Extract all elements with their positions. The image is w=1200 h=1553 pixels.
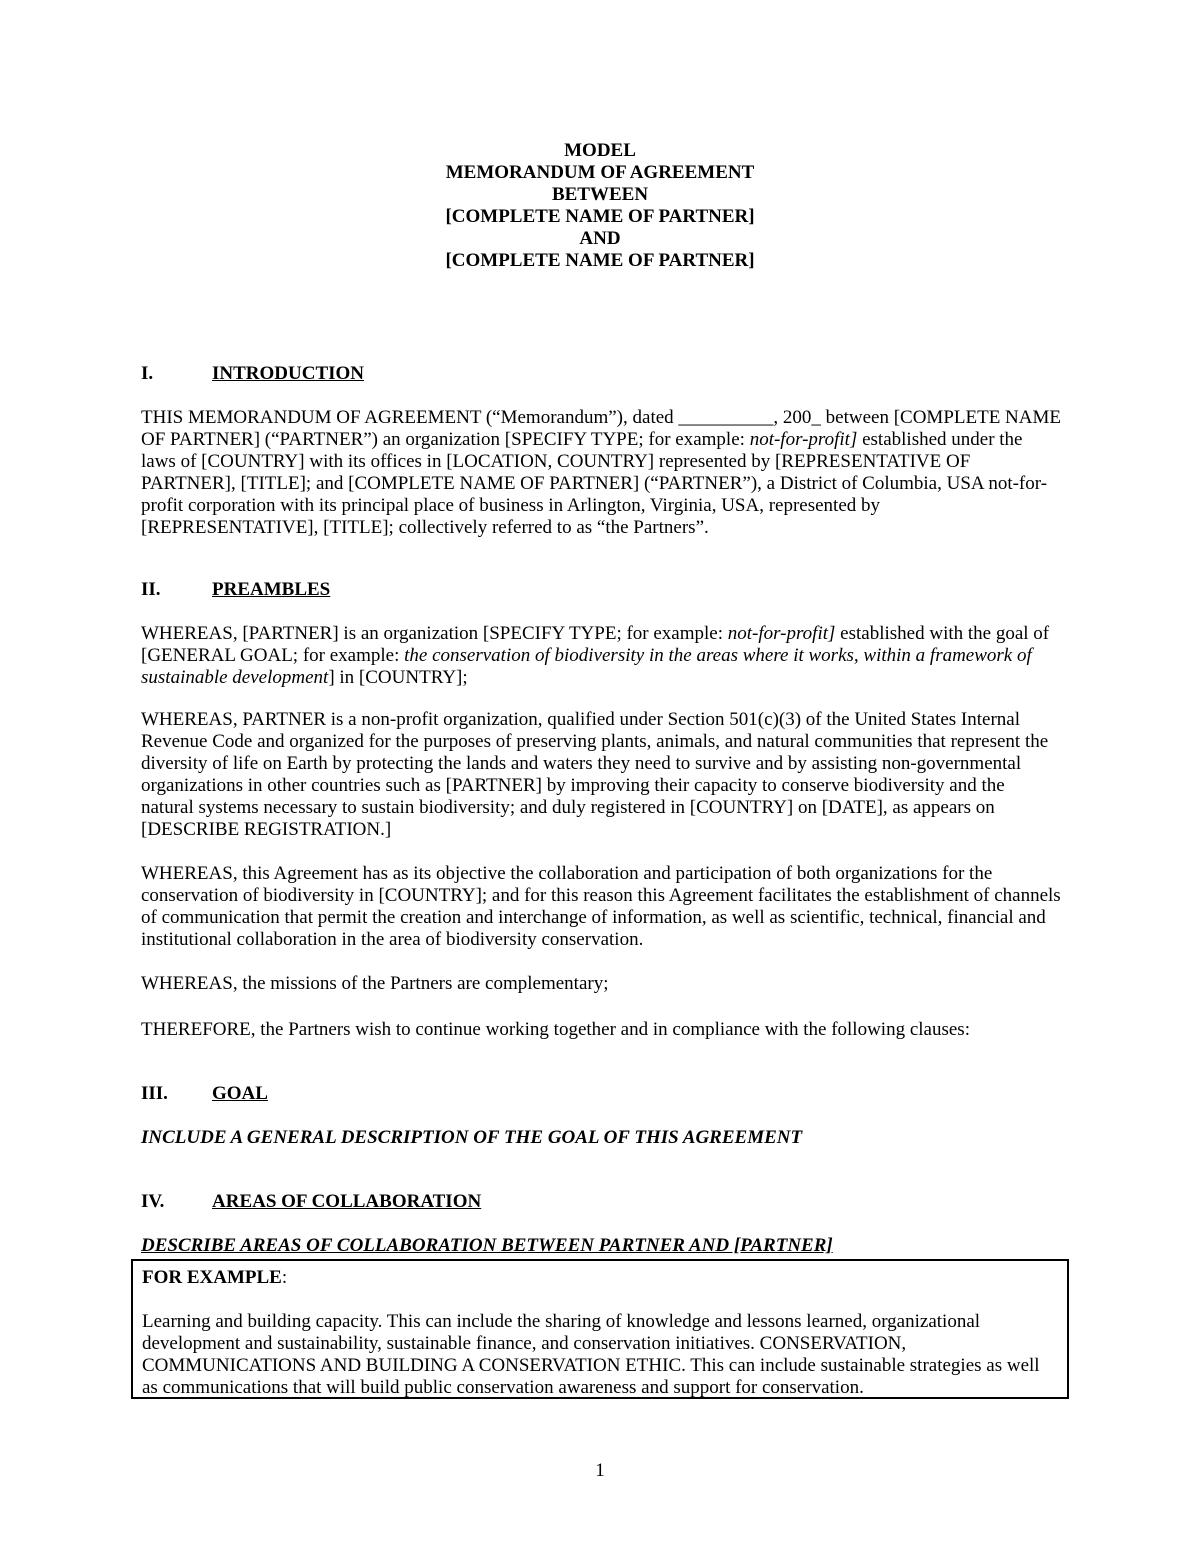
title-line-between: BETWEEN [551,184,649,205]
section-number: I. [141,363,154,384]
example-label-text: FOR EXAMPLE [142,1267,282,1288]
section-heading-collaboration [141,1191,481,1213]
title-line-and: AND [579,228,621,249]
title-line-memorandum: MEMORANDUM OF AGREEMENT [445,162,755,183]
section-heading-introduction [141,363,364,385]
section-heading-preambles [141,579,330,601]
preamble-paragraph-2: WHEREAS, PARTNER is a non-profit organization, qualified under Section 501(c)(3) of the United States Internal Revenue Code and organized for the purposes of preserving plants, animals, and natural communities that represent the diversity of life on Earth by protecting the lands and waters they need to survive and by assisting non-governmental organizations in other countries such as [PARTNER] by improving their capacity to conserve biodiversity and the natural systems necessary to sustain biodiversity; and duly registered in [COUNTRY] on [DATE], as appears on [DESCRIBE REGISTRATION.] [141,709,1049,840]
title-line-partner-1: [COMPLETE NAME OF PARTNER] [445,206,755,227]
page-number: 1 [595,1460,605,1481]
document-title [0,140,1200,272]
section-title: INTRODUCTION [212,363,365,384]
text-run-italic: the conservation of biodiversity in the areas where it works, within a framework of sustainable development [141,645,1032,688]
preamble-paragraph-5: THEREFORE, the Partners wish to continue working together and in compliance with the following clauses: [141,1019,970,1040]
goal-instruction: INCLUDE A GENERAL DESCRIPTION OF THE GOAL OF THIS AGREEMENT [141,1127,803,1148]
section-number: II. [141,579,161,600]
title-line-partner-2: [COMPLETE NAME OF PARTNER] [445,250,755,271]
preamble-paragraph-3: WHEREAS, this Agreement has as its objective the collaboration and participation of both organizations for the conservation of biodiversity in [COUNTRY]; and for this reason this Agreement facilitates the establishment of channels of communication that permit the creation and interchange of information, as well as scientific, technical, financial and institutional collaboration in the area of biodiversity conservation. [141,863,1061,950]
section-number: III. [141,1083,168,1104]
text-run-italic: not-for-profit] [727,623,836,644]
text-run-italic: not-for-profit] [749,429,858,450]
section-heading-goal [141,1083,268,1105]
example-box [131,1259,1069,1399]
preamble-paragraph-1 [141,623,1061,689]
example-label-colon: : [281,1267,288,1288]
text-run: established under the laws of [COUNTRY] with its offices in [LOCATION, COUNTRY] represented by [REPRESENTATIVE OF PARTNER], [TITLE]; and [COMPLETE NAME OF PARTNER] (“PARTNER”), a District of Columbia, USA not-for-profit corporation with its principal place of business in Arlington, Virginia, USA, represented by [REPRESENTATIVE], [TITLE]; collectively referred to as “the Partners”. [141,429,1048,538]
text-run: established with the goal of [GENERAL GOAL; for example: [141,623,1050,666]
example-label [142,1267,287,1289]
section-title: PREAMBLES [212,579,331,600]
example-text: Learning and building capacity. This can include the sharing of knowledge and lessons learned, organizational development and sustainability, sustainable finance, and conservation initiatives. CONSERVATION, COMMUNICATIONS AND BUILDING A CONSERVATION ETHIC. This can include sustainable strategies as well as communications that will build public conservation awareness and support for conservation. [142,1311,1040,1398]
preamble-paragraph-4: WHEREAS, the missions of the Partners are complementary; [141,973,609,994]
section-number: IV. [141,1191,165,1212]
section-title: AREAS OF COLLABORATION [212,1191,482,1212]
text-run: ] in [COUNTRY]; [328,667,468,688]
text-run: WHEREAS, [PARTNER] is an organization [SPECIFY TYPE; for example: [141,623,728,644]
section-title: GOAL [212,1083,268,1104]
introduction-paragraph [141,407,1061,539]
collaboration-instruction: DESCRIBE AREAS OF COLLABORATION BETWEEN PARTNER AND [PARTNER] [141,1235,833,1256]
text-run: THIS MEMORANDUM OF AGREEMENT (“Memorandum”), dated __________, 200_ between [COMPLETE NAME OF PARTNER] (“PARTNER”) an organization [SPECIFY TYPE; for example: [141,407,1061,450]
title-line-model: MODEL [564,140,636,161]
